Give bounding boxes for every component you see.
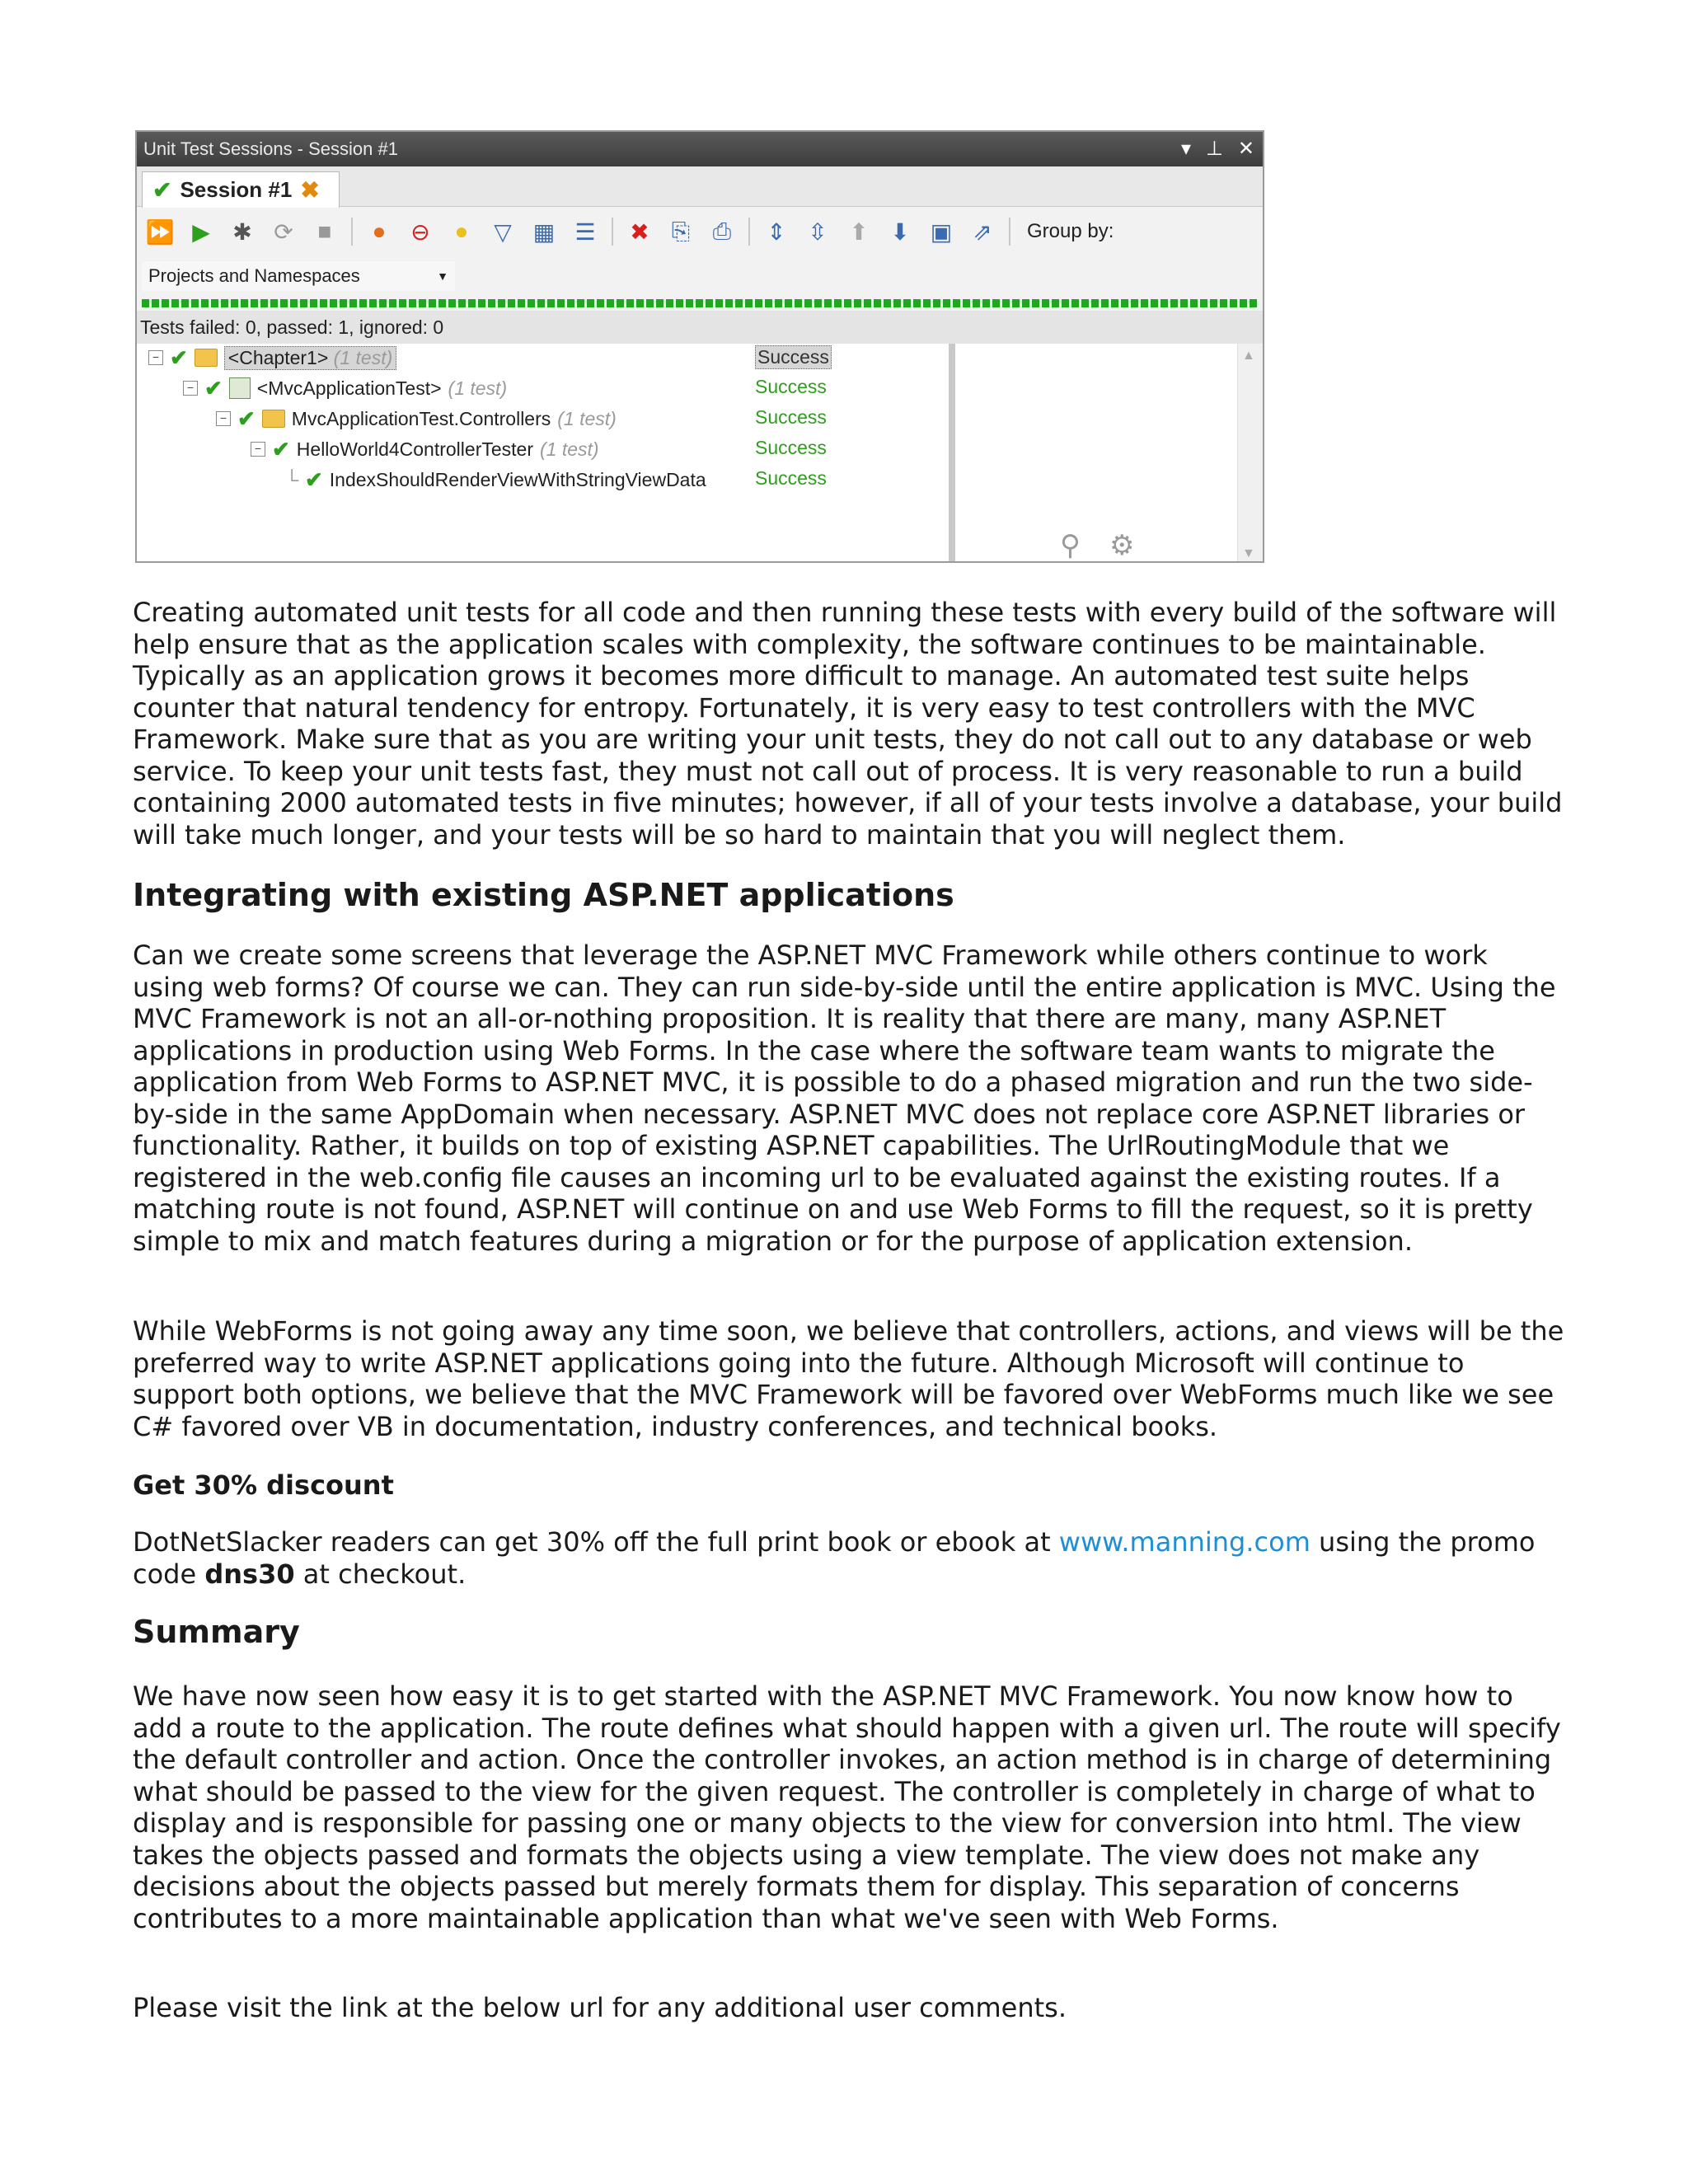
remove-icon[interactable]: ✖ <box>630 218 649 245</box>
check-icon: ✔ <box>272 436 290 462</box>
test-progress-bar <box>137 296 1263 311</box>
tree-label: <Chapter1> <box>227 346 329 368</box>
paragraph-comments: Please visit the link at the below url for any additional user comments. <box>133 1992 1067 2023</box>
tree-row[interactable] <box>148 344 396 372</box>
tree-count: (1 test) <box>557 407 617 429</box>
debug-icon[interactable]: ✱ <box>232 218 252 245</box>
promo-code: dns30 <box>204 1558 295 1590</box>
move-down-icon[interactable]: ⬇ <box>890 218 910 245</box>
toolbar-separator <box>1009 218 1010 246</box>
pin-icon[interactable]: ⊥ <box>1205 138 1223 160</box>
tab-session-1[interactable] <box>142 171 340 208</box>
failed-icon[interactable]: ⊖ <box>410 218 430 245</box>
import-icon[interactable]: ⎙ <box>712 218 732 244</box>
collapse-all-icon[interactable]: ⇳ <box>808 218 828 245</box>
toolbar-separator <box>748 218 750 246</box>
dropdown-arrow-icon[interactable]: ▾ <box>1180 138 1191 160</box>
run-icon[interactable]: ▶ <box>192 218 210 245</box>
check-icon: ✔ <box>170 344 188 370</box>
manning-link[interactable]: www.manning.com <box>1058 1526 1311 1558</box>
heading-summary: Summary <box>133 1614 300 1650</box>
collapse-icon[interactable]: − <box>216 411 231 426</box>
vertical-scrollbar[interactable] <box>1237 344 1263 563</box>
tree-result: Success <box>755 437 827 458</box>
close-icon[interactable]: ✕ <box>1237 138 1254 160</box>
tree-label: <MvcApplicationTest> <box>256 377 442 399</box>
discount-text: DotNetSlacker readers can get 30% off the full print book or ebook at <box>133 1526 1059 1558</box>
test-tree <box>137 344 961 563</box>
test-status-text: Tests failed: 0, passed: 1, ignored: 0 <box>137 311 1263 344</box>
tree-row[interactable] <box>216 405 617 433</box>
view-icon[interactable]: ▣ <box>930 218 953 245</box>
namespace-folder-icon <box>262 410 285 428</box>
magnifier-icon: ⚲ <box>1060 530 1081 561</box>
tree-row[interactable] <box>251 435 599 463</box>
project-icon <box>229 377 251 399</box>
export-icon[interactable]: ⎘ <box>671 218 691 244</box>
paragraph-webforms: While WebForms is not going away any time soon, we believe that controllers, actions, and views will be the preferred way to write ASP.NET applications going into the future. Although Microsoft will continue to support both options, we believe that the MVC Framework will be favored over WebForms much like we see C# favored over VB in documentation, industry conferences, and technical books. <box>133 1315 1564 1442</box>
group-by-select[interactable] <box>142 261 455 291</box>
filter-status-icon[interactable]: ● <box>372 218 387 244</box>
tab-label: Session #1 <box>180 177 293 202</box>
gear-icon: ⚙ <box>1109 530 1135 561</box>
tree-label: IndexShouldRenderViewWithStringViewData <box>329 468 706 490</box>
layout-icon[interactable]: ▦ <box>532 218 556 245</box>
group-by-row <box>137 256 1263 296</box>
collapse-icon[interactable]: − <box>183 381 198 396</box>
tree-line-icon: └ <box>285 468 299 490</box>
collapse-icon[interactable]: − <box>251 442 265 457</box>
paragraph-integrating: Can we create some screens that leverage the ASP.NET MVC Framework while others continue to work using web forms? Of course we can. They can run side-by-side until the entire application is MVC. Using the MVC Framework is not an all-or-nothing proposition. It is reality that there are many, many ASP.NET applications in production using Web Forms. In the case where the software team wants to migrate the application from Web Forms to ASP.NET MVC, it is possible to do a phased migration and run the two side-by-side in the same AppDomain when necessary. ASP.NET MVC does not replace core ASP.NET libraries or functionality. Rather, it builds on top of existing ASP.NET capabilities. The UrlRoutingModule that we registered in the web.config file causes an incoming url to be evaluated against the existing routes. If a matching route is not found, ASP.NET will continue on and use Web Forms to fill the request, so it is pretty simple to mix and match features during a migration or for the purpose of application extension. <box>133 940 1556 1257</box>
test-toolbar <box>137 207 1263 256</box>
expand-all-icon[interactable]: ⇕ <box>767 218 786 245</box>
refresh-icon[interactable]: ⟳ <box>274 218 293 245</box>
toolbar-separator <box>612 218 613 246</box>
window-controls <box>1181 132 1254 166</box>
check-icon: ✔ <box>237 405 256 431</box>
discount-text: using the promo code <box>133 1526 1536 1590</box>
heading-integrating: Integrating with existing ASP.NET applications <box>133 877 954 913</box>
window-titlebar <box>137 132 1263 166</box>
chevron-down-icon: ▼ <box>437 269 448 283</box>
session-tabstrip <box>137 166 1263 207</box>
tree-result: Success <box>755 406 827 428</box>
tree-label: MvcApplicationTest.Controllers <box>291 407 551 429</box>
filter-icon[interactable]: ▽ <box>494 218 512 245</box>
tree-label: HelloWorld4ControllerTester <box>296 438 533 460</box>
check-icon: ✔ <box>204 375 223 401</box>
list-icon[interactable]: ☰ <box>574 218 596 245</box>
tree-result: Success <box>755 376 827 397</box>
collapse-icon[interactable]: − <box>148 350 163 365</box>
close-tab-icon[interactable]: ✖ <box>300 177 320 203</box>
paragraph-discount <box>133 1526 1567 1590</box>
stop-icon[interactable]: ■ <box>317 218 332 244</box>
folder-icon <box>195 349 218 367</box>
tree-count: (1 test) <box>448 377 508 399</box>
window-title: Unit Test Sessions - Session #1 <box>143 138 398 159</box>
heading-discount: Get 30% discount <box>133 1469 394 1501</box>
tree-count: (1 test) <box>539 438 599 460</box>
check-icon: ✔ <box>152 177 172 203</box>
paragraph-unit-tests: Creating automated unit tests for all code and then running these tests with every build of the software will help ensure that as the application scales with complexity, the software continues to be maintainable. Typically as an application grows it becomes more difficult to manage. An automated test suite helps counter that natural tendency for entropy. Fortunately, it is very easy to test controllers with the MVC Framework. Make sure that as you are writing your unit tests, they do not call out to any database or web service. To keep your unit tests fast, they must not call out of process. It is very reasonable to run a build containing 2000 automated tests in five minutes; however, if all of your tests involve a database, your build will take much longer, and your tests will be so hard to maintain that you will neglect them. <box>133 597 1563 851</box>
tree-result: Success <box>755 345 832 369</box>
group-by-value: Projects and Namespaces <box>148 265 360 286</box>
group-by-label: Group by: <box>1027 220 1114 242</box>
check-icon: ✔ <box>305 466 323 492</box>
scroll-down-icon[interactable]: ▼ <box>1242 546 1255 560</box>
scroll-up-icon[interactable]: ▲ <box>1242 349 1255 363</box>
paragraph-summary: We have now seen how easy it is to get started with the ASP.NET MVC Framework. You now know how to add a route to the application. The route defines what should happen with a given url. The route will specify the default controller and action. Once the controller invokes, an action method is in charge of determining what should be passed to the view for the given request. The controller is completely in charge of what to display and is responsible for passing one or many objects to the view for conversion into html. The view takes the objects passed and formats the objects using a view template. The view does not make any decisions about the objects passed but merely formats them for display. This separation of concerns contributes to a more maintainable application than what we've seen with Web Forms. <box>133 1680 1561 1934</box>
unit-test-sessions-screenshot <box>135 130 1264 563</box>
options-icon[interactable]: ⇗ <box>973 218 992 245</box>
ignored-icon[interactable]: ● <box>454 218 469 244</box>
tree-row[interactable] <box>183 374 507 402</box>
pane-splitter[interactable] <box>949 344 955 563</box>
tree-row[interactable] <box>285 466 706 494</box>
run-all-icon[interactable]: ⏩ <box>145 218 175 245</box>
tree-count: (1 test) <box>333 346 393 368</box>
tree-result: Success <box>755 467 827 489</box>
move-up-icon[interactable]: ⬆ <box>849 218 869 245</box>
discount-text: at checkout. <box>294 1558 467 1590</box>
toolbar-separator <box>351 218 353 246</box>
